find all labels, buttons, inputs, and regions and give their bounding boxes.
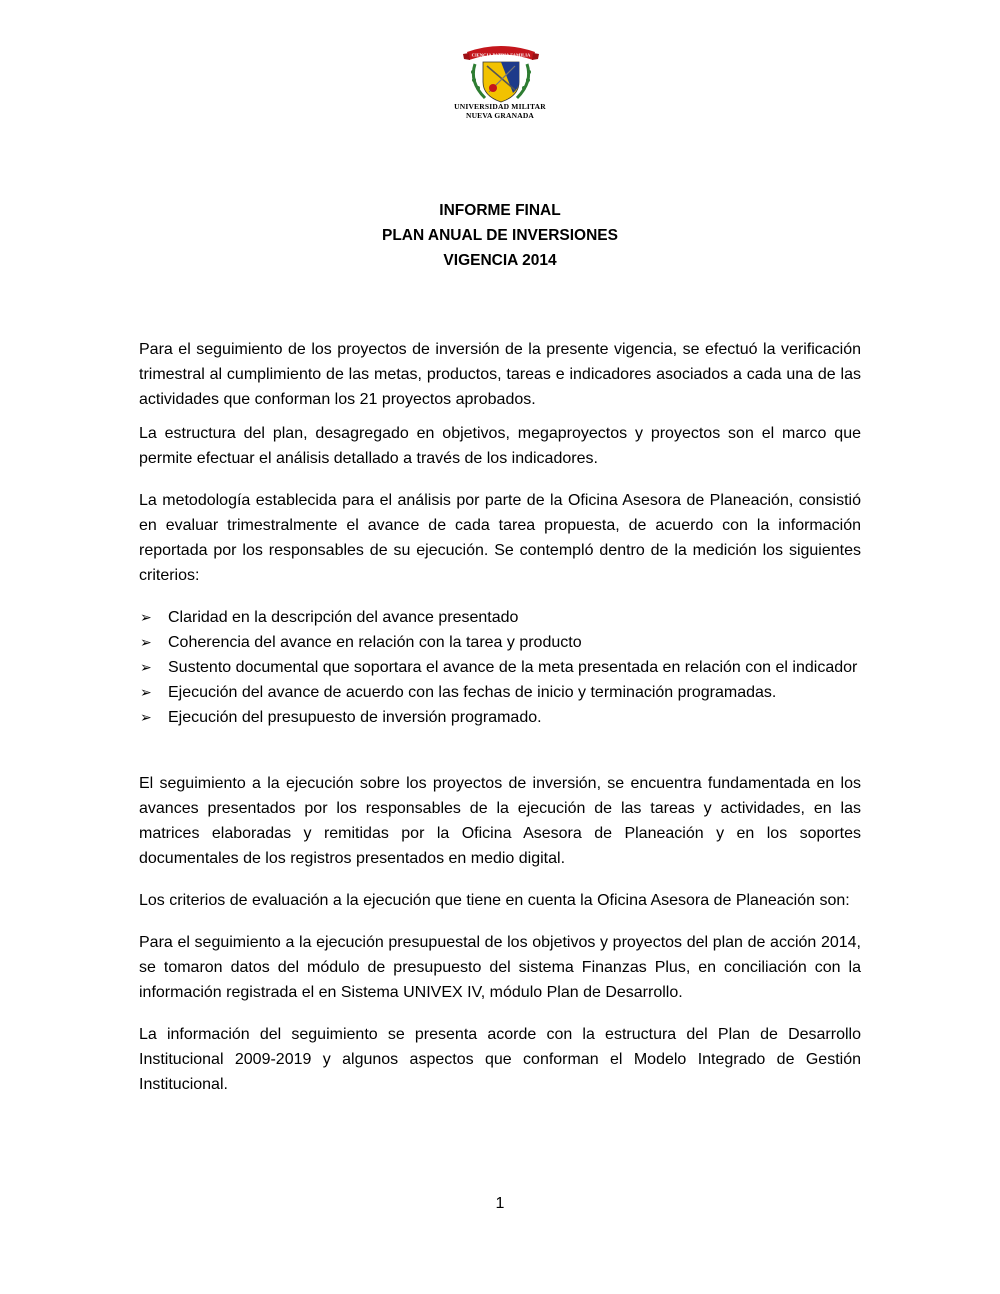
title-line-3: VIGENCIA 2014	[443, 252, 557, 269]
paragraph-6: Para el seguimiento a la ejecución presupuestal de los objetivos y proyectos del plan de acción 2014, se tomaron datos del módulo de presupuesto del sistema Finanzas Plus, en conciliación con la información registrada el en Sistema UNIVEX IV, módulo Plan de Desarrollo.	[139, 934, 861, 1001]
list-item	[139, 630, 861, 655]
list-item-text: Ejecución del avance de acuerdo con las fechas de inicio y terminación programadas.	[168, 684, 777, 701]
institution-line-1: UNIVERSIDAD MILITAR	[454, 102, 546, 111]
page-number: 1	[495, 1195, 505, 1212]
banner-text: CIENCIA PATRIA FAMILIA	[471, 52, 531, 58]
list-item	[139, 705, 861, 730]
list-item	[139, 680, 861, 705]
institution-line-2: NUEVA GRANADA	[465, 111, 535, 120]
list-item-text: Ejecución del presupuesto de inversión programado.	[168, 709, 542, 726]
document-body	[139, 337, 861, 1097]
list-item-text: Sustento documental que soportara el avance de la meta presentada en relación con el indicador	[168, 659, 858, 676]
paragraph-3: La metodología establecida para el análisis por parte de la Oficina Asesora de Planeación, consistió en evaluar trimestralmente el avance de cada tarea propuesta, de acuerdo con la información reportada por los responsables de su ejecución. Se contempló dentro de la medición los siguientes criterios:	[139, 492, 861, 584]
arrow-bullet-icon: ➢	[140, 709, 152, 725]
paragraph-1: Para el seguimiento de los proyectos de inversión de la presente vigencia, se efectuó la verificación trimestral al cumplimiento de las metas, productos, tareas e indicadores asociados a cada una de las actividades que conforman los 21 proyectos aprobados.	[139, 341, 861, 408]
paragraph-4: El seguimiento a la ejecución sobre los proyectos de inversión, se encuentra fundamentada en los avances presentados por los responsables de la ejecución de las tareas y actividades, en las matrices elaboradas y remitidas por la Oficina Asesora de Planeación y en los soportes documentales de los registros presentados en medio digital.	[139, 775, 861, 867]
arrow-bullet-icon: ➢	[140, 634, 152, 650]
paragraph-2: La estructura del plan, desagregado en objetivos, megaproyectos y proyectos son el marco que permite efectuar el análisis detallado a través de los indicadores.	[139, 425, 861, 467]
criteria-list	[139, 605, 861, 730]
coat-of-arms-icon	[461, 42, 541, 104]
institution-name	[440, 102, 560, 120]
list-item-text: Claridad en la descripción del avance presentado	[168, 609, 519, 626]
paragraph-7: La información del seguimiento se presenta acorde con la estructura del Plan de Desarrollo Institucional 2009-2019 y algunos aspectos que conforman el Modelo Integrado de Gestión Institucional.	[139, 1026, 861, 1093]
arrow-bullet-icon: ➢	[140, 609, 152, 625]
document-title	[139, 198, 861, 273]
title-line-2: PLAN ANUAL DE INVERSIONES	[382, 227, 618, 244]
list-item	[139, 605, 861, 630]
list-item-text: Coherencia del avance en relación con la tarea y producto	[168, 634, 582, 651]
arrow-bullet-icon: ➢	[140, 659, 152, 675]
paragraph-5: Los criterios de evaluación a la ejecución que tiene en cuenta la Oficina Asesora de Planeación son:	[139, 892, 850, 909]
arrow-bullet-icon: ➢	[140, 684, 152, 700]
title-line-1: INFORME FINAL	[439, 202, 561, 219]
list-item	[139, 655, 861, 680]
